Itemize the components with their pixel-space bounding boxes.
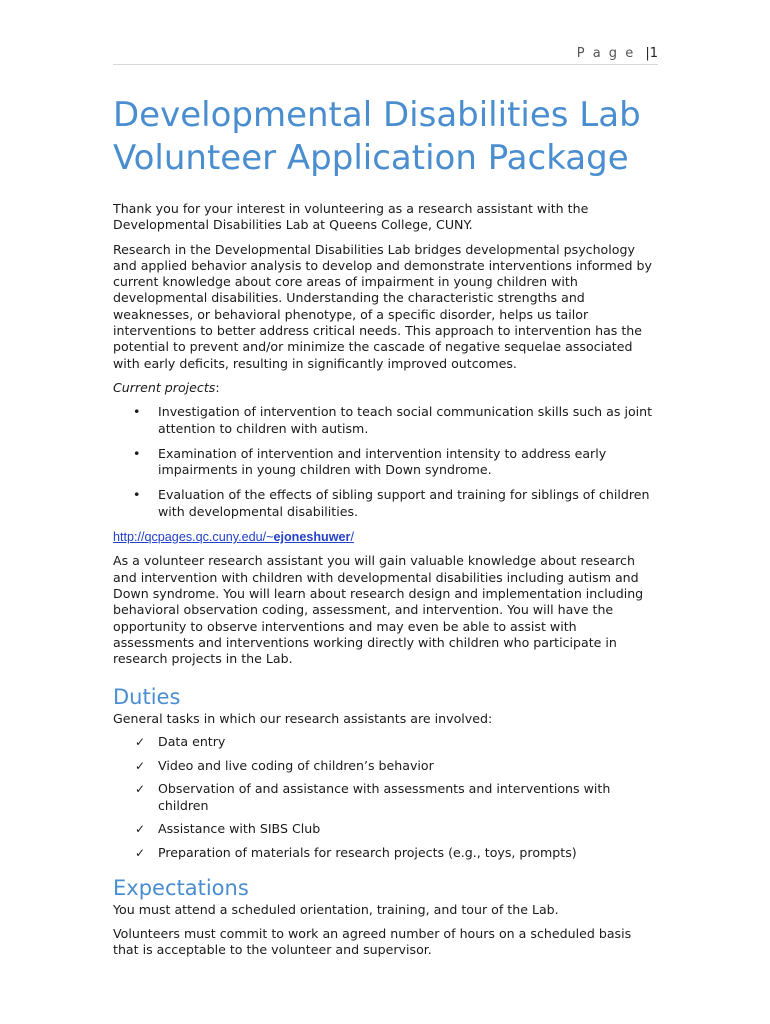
projects-label-colon: : [215, 379, 220, 395]
link-suffix: / [350, 530, 354, 545]
link-prefix: http://qcpages.qc.cuny.edu/~ [113, 530, 274, 545]
checkmark-icon: ✓ [135, 822, 146, 837]
lab-website-link[interactable] [113, 530, 354, 544]
checkmark-icon: ✓ [135, 734, 146, 749]
page-title [113, 94, 641, 180]
duty-text: Data entry [158, 733, 226, 749]
expectations-heading: Expectations [113, 875, 249, 900]
page-label: P a g e [576, 46, 636, 61]
project-text: Investigation of intervention to teach social communication skills such as joint attention to children with autism. [158, 404, 653, 436]
intro-paragraph: Thank you for your interest in volunteering as a research assistant with the Developmental Disabilities Lab at Queens College, CUNY. [113, 201, 589, 233]
project-text: Evaluation of the effects of sibling support and training for siblings of children with developmental disabilities. [158, 487, 650, 519]
list-item [113, 821, 658, 837]
link-bold: ejoneshuwer [273, 530, 351, 545]
list-item [113, 734, 658, 750]
checkmark-icon: ✓ [135, 846, 146, 861]
project-text: Examination of intervention and intervention intensity to address early impairments in young children with Down syndrome. [158, 445, 607, 478]
projects-label-text: Current projects [113, 379, 216, 395]
title-line-2: Volunteer Application Package [113, 138, 629, 178]
bullet-icon: • [133, 487, 141, 503]
checkmark-icon: ✓ [135, 782, 146, 797]
projects-list [113, 404, 658, 520]
bullet-icon: • [133, 445, 141, 461]
page-separator: | [645, 46, 650, 61]
volunteer-paragraph: As a volunteer research assistant you will gain valuable knowledge about research and intervention with children with developmental disabilities including autism and Down syndrome. You will learn about research design and implementation including behavioral observation coding, assessment, and intervention. You will have the opportunity to observe interventions and may even be able to assist with assessments and interventions working directly with children who participate in research projects in the Lab. [113, 553, 644, 667]
duty-text: Observation of and assistance with assessments and interventions with children [158, 781, 611, 813]
duty-text: Preparation of materials for research projects (e.g., toys, prompts) [158, 845, 577, 861]
duties-list [113, 734, 658, 862]
expectations-paragraph-1: You must attend a scheduled orientation, training, and tour of the Lab. [113, 901, 559, 917]
checkmark-icon: ✓ [135, 758, 146, 773]
duty-text: Video and live coding of children’s behavior [158, 757, 434, 773]
duties-lead: General tasks in which our research assistants are involved: [113, 711, 493, 727]
expectations-paragraph-2: Volunteers must commit to work an agreed number of hours on a scheduled basis that is acceptable to the volunteer and supervisor. [113, 925, 632, 958]
lab-link-line [113, 529, 658, 545]
research-paragraph: Research in the Developmental Disabilities Lab bridges developmental psychology and applied behavior analysis to develop and demonstrate interventions informed by current knowledge about core areas of impairment in young children with developmental disabilities. Understanding the characteristic strengths and weaknesses, or behavioral phenotype, of a specific disorder, helps us tailor interventions to better address critical needs. This approach to intervention has the potential to prevent and/or minimize the cascade of negative sequelae associated with early deficits, resulting in significantly improved outcomes. [113, 241, 652, 371]
title-line-1: Developmental Disabilities Lab [113, 95, 641, 135]
duty-text: Assistance with SIBS Club [158, 821, 321, 837]
page-number: 1 [649, 46, 658, 61]
header-divider [113, 64, 658, 65]
list-item [113, 404, 658, 437]
bullet-icon: • [133, 404, 141, 420]
document-body [113, 201, 658, 966]
list-item [113, 446, 658, 479]
page-header [577, 46, 658, 61]
list-item [113, 845, 658, 861]
list-item [113, 758, 658, 774]
list-item [113, 781, 658, 814]
duties-heading: Duties [113, 685, 181, 710]
list-item [113, 487, 658, 520]
projects-label [113, 380, 658, 396]
